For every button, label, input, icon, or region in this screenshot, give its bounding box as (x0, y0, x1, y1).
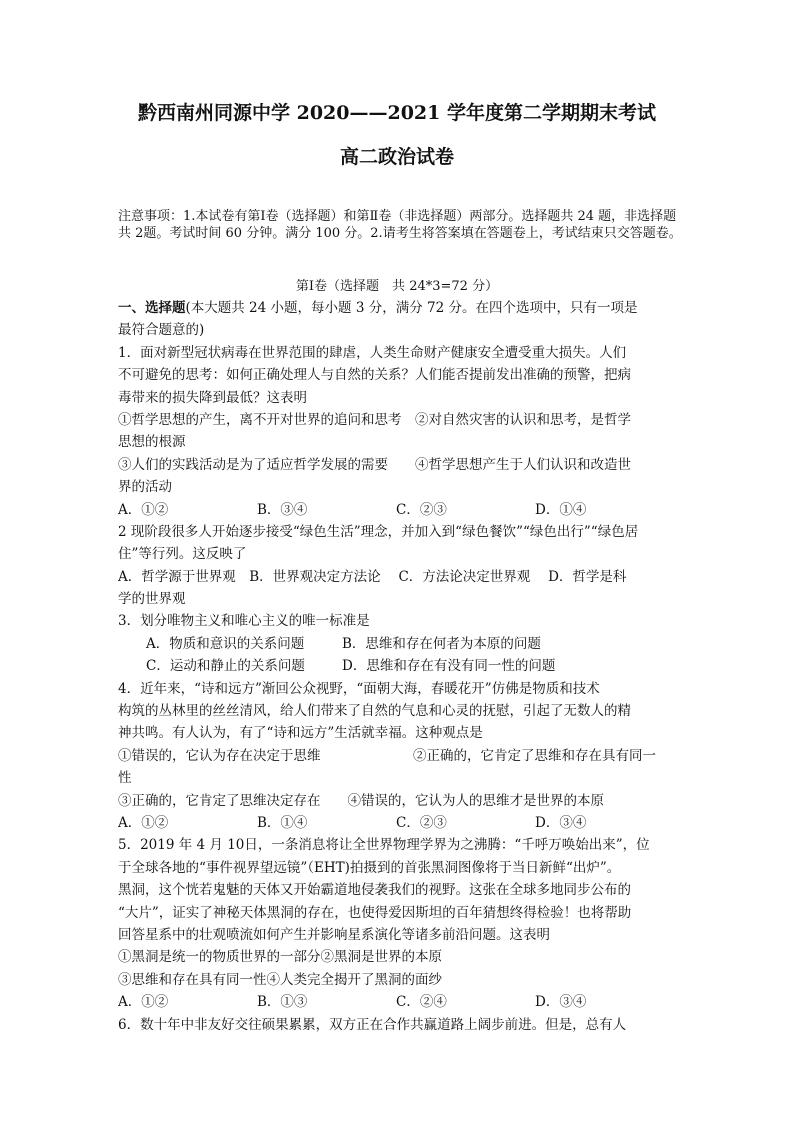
q5-stem: 5．2019 年 4 月 10日，一条消息将让全世界物理学界为之沸腾：“千呼万唤始出来”，位 (118, 837, 650, 854)
q4-stem: 构筑的丛林里的丝丝清风，给人们带来了自然的气息和心灵的抚慰，引起了无数人的精 (118, 703, 631, 720)
q5-statements: ①黑洞是统一的物质世界的一部分②黑洞是世界的本原 (118, 949, 442, 966)
q1-statement: 界的活动 (118, 479, 172, 496)
q4-option-a: A．①② (118, 814, 169, 831)
q1-option-b: B．③④ (257, 501, 308, 518)
part-heading-line (118, 297, 688, 319)
q4-option-c: C．②③ (396, 814, 447, 831)
q5-option-c: C．②④ (396, 994, 447, 1011)
part-desc: (本大题共 24 小题，每小题 3 分，满分 72 分。在四个选项中，只有一项是 (185, 300, 638, 316)
q3-options-row (118, 633, 688, 655)
q1-statement: 思想的根源 (118, 434, 186, 451)
q4-options (118, 812, 688, 834)
q4-stem: 4．近年来，“诗和远方”渐回公众视野，“面朝大海，春暖花开”仿佛是物质和技术 (118, 680, 600, 697)
q5-option-b: B．①③ (257, 994, 308, 1011)
q4-statement-1: ①错误的，它认为存在决定于思维 (118, 747, 321, 764)
q3-stem: 3．划分唯物主义和唯心主义的唯一标准是 (118, 613, 370, 630)
part-desc-cont: 最符合题意的) (118, 322, 205, 339)
q4-option-d: D．③④ (535, 814, 587, 831)
q2-stem: 2 现阶段很多人开始逐步接受“绿色生活”理念，并加入到“绿色餐饮”“绿色出行”“绿色居 (118, 523, 639, 540)
q3-option-a: A．物质和意识的关系问题 (146, 635, 305, 652)
q3-option-c: C．运动和静止的关系问题 (146, 658, 305, 675)
q4-stem: 神共鸣。有人认为，有了“诗和远方”生活就幸福。这种观点是 (118, 725, 483, 742)
q4-statements: ③正确的，它肯定了思维决定存在 ④错误的，它认为人的思维才是世界的本原 (118, 792, 604, 809)
q1-options (118, 499, 688, 521)
q1-option-c: C．②③ (396, 501, 447, 518)
q1-stem: 不可避免的思考：如何正确处理人与自然的关系？人们能否提前发出准确的预警，把病 (118, 367, 631, 384)
q1-statement: ③人们的实践活动是为了适应哲学发展的需要 ④哲学思想产生于人们认识和改造世 (118, 456, 631, 473)
q1-option-a: A．①② (118, 501, 169, 518)
q5-option-d: D．③④ (535, 994, 587, 1011)
q3-option-d: D．思维和存在有没有同一性的问题 (342, 658, 556, 675)
q4-option-b: B．①④ (257, 814, 308, 831)
notice-text: 注意事项：1.本试卷有第Ⅰ卷（选择题）和第Ⅱ卷（非选择题）两部分。选择题共 24 题，非选择题共 2题。考试时间 60 分钟。满分 100 分。2.请考生将答案填在答题卷上，考试结束只交答题卷。 (118, 209, 682, 241)
q1-stem: 1．面对新型冠状病毒在世界范围的肆虐，人类生命财产健康安全遭受重大损失。人们 (118, 344, 627, 361)
section-heading: 第Ⅰ卷（选择题 共 24*3=72 分） (295, 279, 499, 294)
q2-options-cont: 学的世界观 (118, 591, 186, 608)
q5-statements: ③思维和存在具有同一性④人类完全揭开了黑洞的面纱 (118, 971, 442, 988)
q2-options: A．哲学源于世界观 B．世界观决定方法论 C．方法论决定世界观 D．哲学是科 (118, 568, 627, 585)
q3-option-b: B．思维和存在何者为本原的问题 (342, 635, 541, 652)
question-body (118, 297, 688, 1036)
q5-stem: 黑洞，这个恍若鬼魅的天体又开始霸道地侵袭我们的视野。这张在全球多地同步公布的 (118, 882, 631, 899)
exam-title: 黔西南州同源中学 2020——2021 学年度第二学期期末考试 (138, 102, 656, 124)
q5-stem: 回答星系中的壮观喷流如何产生并影响星系演化等诸多前沿问题。这表明 (118, 926, 550, 943)
q5-options (118, 991, 688, 1013)
q5-option-a: A．①② (118, 994, 169, 1011)
q1-statement: ①哲学思想的产生，离不开对世界的追问和思考 ②对自然灾害的认识和思考，是哲学 (118, 411, 631, 428)
q3-options-row (118, 655, 688, 677)
q5-stem: “大片”，证实了神秘天体黑洞的存在，也使得爱因斯坦的百年猜想终得检验！也将帮助 (118, 904, 632, 921)
q4-statement-2: ②正确的，它肯定了思维和存在具有同一 (413, 747, 656, 764)
q1-option-d: D．①④ (535, 501, 587, 518)
q4-statements-row (118, 745, 688, 767)
q2-stem: 住”等行列。这反映了 (118, 546, 247, 563)
exam-subtitle: 高二政治试卷 (339, 146, 454, 168)
q5-stem: 于全球各地的“事件视界望远镜”（EHT)拍摄到的首张黑洞图像将于当日新鲜“出炉”。 (118, 859, 621, 876)
q4-statement-2-cont: 性 (118, 770, 132, 787)
part-heading: 一、选择题 (118, 300, 186, 316)
q1-stem: 毒带来的损失降到最低？这表明 (118, 389, 307, 406)
q6-stem: 6．数十年中非友好交往硕果累累，双方正在合作共赢道路上阔步前进。但是，总有人 (118, 1016, 627, 1033)
